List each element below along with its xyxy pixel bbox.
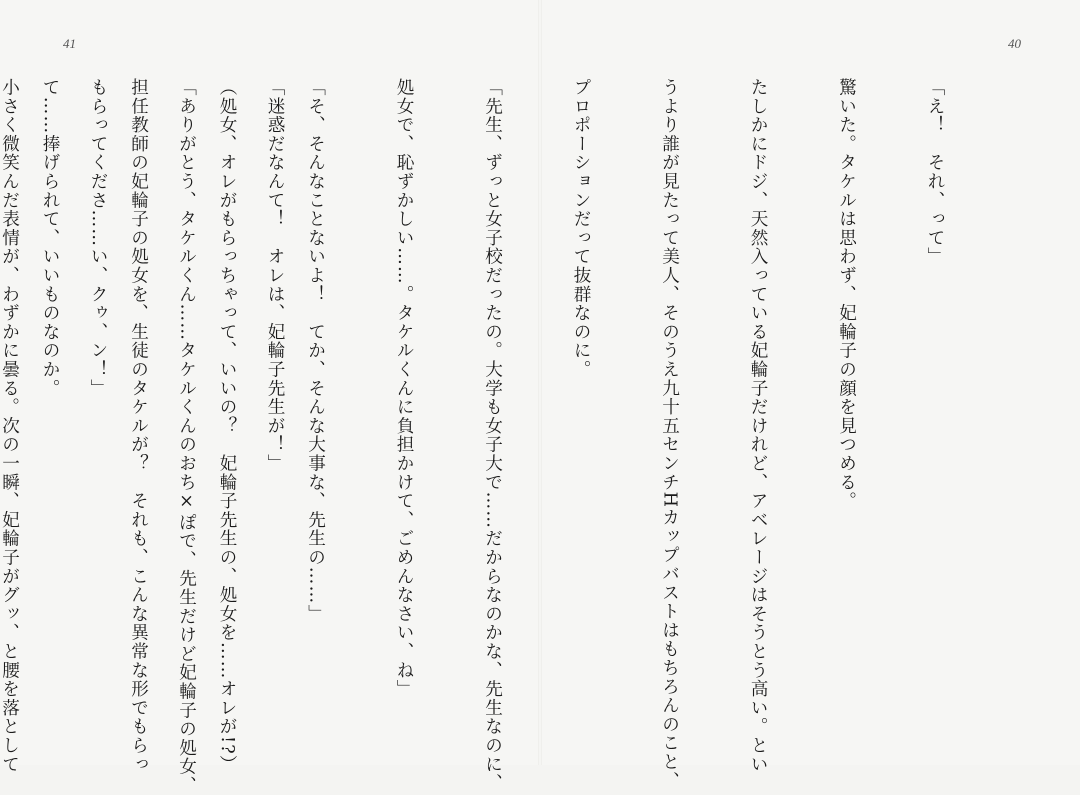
text-line: 「ありがとう、タケルくん……タケルくんのおち×ぽで、先生だけど妃輪子の処女、 bbox=[176, 78, 197, 795]
text-line: （処女、オレがもらっちゃって、いいの？ 妃輪子先生の、処女を……オレが!?） bbox=[217, 78, 237, 774]
text-line: 驚いた。タケルは思わず、妃輪子の顔を見つめる。 bbox=[836, 78, 857, 511]
page-number-left: 41 bbox=[63, 36, 76, 51]
text-line: 「そ、そんなことないよ！ てか、そんな大事な、先生の……」 bbox=[305, 78, 326, 624]
text-line: うより誰が見たって美人、そのうえ九十五センチHカップバストはもちろんのこと、 bbox=[659, 78, 680, 791]
right-page-text bbox=[0, 78, 1008, 795]
text-line: プロポーションだって抜群なのに。 bbox=[571, 78, 591, 379]
text-line: 「迷惑だなんて！ オレは、妃輪子先生が！」 bbox=[265, 78, 285, 473]
text-line: 処女で、恥ずかしい……。タケルくんに負担かけて、ごめんなさい、ね」 bbox=[394, 78, 414, 699]
text-line: 担任教師の妃輪子の処女を、生徒のタケルが？ それも、こんな異常な形でもらっ bbox=[128, 78, 149, 774]
text-line: 小さく微笑んだ表情が、わずかに曇る。次の一瞬、妃輪子がグッ、と腰を落として bbox=[0, 78, 20, 774]
text-line: たしかにドジ、天然入っている妃輪子だけれど、アベレージはそうとう高い。とい bbox=[748, 78, 768, 774]
text-line: 「先生、ずっと女子校だったの。大学も女子大で……だからなのかな、先生なのに、 bbox=[482, 78, 503, 793]
text-line: もらってくださ……い、クゥ、ン！」 bbox=[88, 78, 108, 398]
text-line: 「え！ それ、って」 bbox=[925, 78, 945, 266]
page-number-right: 40 bbox=[1008, 36, 1021, 51]
text-line: て……捧げられて、いいものなのか。 bbox=[40, 78, 60, 398]
